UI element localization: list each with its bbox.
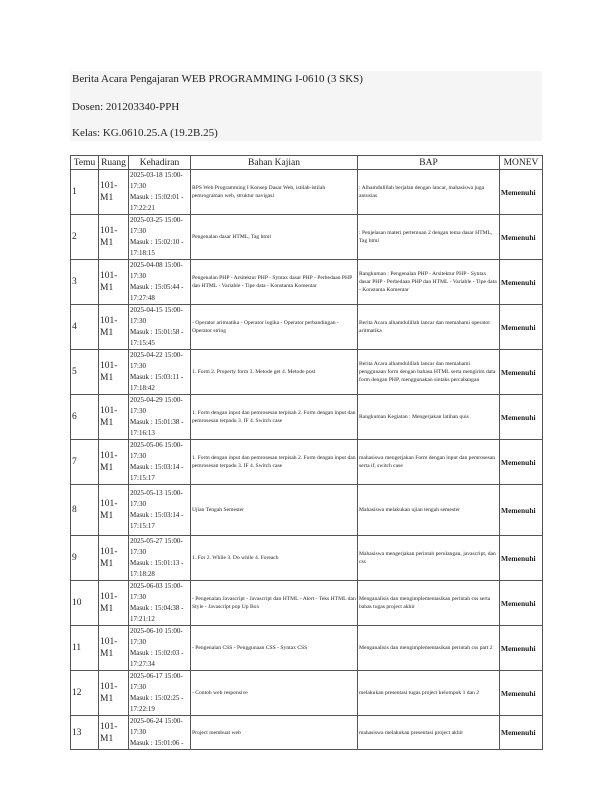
table-row [71, 536, 543, 581]
monev-cell: Memenuhi [500, 440, 543, 485]
class-line: Kelas: KG.0610.25.A (19.2B.25) [72, 127, 218, 139]
study-material-cell: - Pengenalan Javascript - Javascript dan HTML - Alert - Teks HTML dan Style - Javascript pop Up Box [191, 581, 358, 626]
table-header-row [71, 156, 543, 170]
schedule-text: 2025-05-27 15:00-17:30 [130, 537, 183, 556]
table-row [71, 671, 543, 716]
room-cell: 101-M1 [99, 260, 129, 305]
room-cell: 101-M1 [99, 395, 129, 440]
bap-cell: mahasiswa mengerjakan Form dengan input dan pemrosesan serta if, switch case [358, 440, 500, 485]
meeting-number-cell: 4 [71, 305, 99, 350]
attendance-cell [129, 440, 191, 485]
study-material-cell: 1. Form dengan input dan pemrosesan terpisah 2. Form dengan input dan pemrosesan terpadu 3. IF 4. Switch case [191, 440, 358, 485]
meeting-number-cell: 5 [71, 350, 99, 395]
bap-cell: Menganalisis dan mengimplementasikan perintah css part 2 [358, 626, 500, 671]
schedule-text: 2025-06-24 15:00-17:30 [130, 717, 183, 736]
table-row [71, 305, 543, 350]
document-header [70, 71, 542, 141]
monev-cell: Memenuhi [500, 170, 543, 215]
schedule-text: 2025-06-10 15:00-17:30 [130, 627, 183, 646]
attendance-cell [129, 581, 191, 626]
column-header-monev: MONEV [500, 156, 543, 170]
check-in-text: Masuk : 15:02:25 - 17:22:19 [130, 694, 184, 713]
bap-cell: : Alhamdulillah berjalan dengan lancar, mahasiswa juga antusias [358, 170, 500, 215]
meeting-number-cell: 1 [71, 170, 99, 215]
check-in-text: Masuk : 15:04:38 - 17:21:12 [130, 604, 184, 623]
room-cell: 101-M1 [99, 581, 129, 626]
table-row [71, 626, 543, 671]
schedule-text: 2025-04-15 15:00-17:30 [130, 306, 183, 325]
check-in-text: Masuk : 15:02:03 - 17:27:34 [130, 649, 184, 668]
bap-cell: Rangkuman : Pengenalan PHP - Arsitektur PHP - Syntax dasar PHP - Perbedaan PHP dan HTML - Variable - Tipe data - Konstanta Komentar [358, 260, 500, 305]
table-row [71, 395, 543, 440]
room-cell: 101-M1 [99, 170, 129, 215]
study-material-cell: - Pengenalan CSS - Penggunaan CSS - Syntax CSS [191, 626, 358, 671]
table-row [71, 716, 543, 750]
bap-cell: Mahasiswa mengerjakan perintah perulangan, javascript, dan css [358, 536, 500, 581]
attendance-cell [129, 626, 191, 671]
monev-cell: Memenuhi [500, 350, 543, 395]
attendance-cell [129, 305, 191, 350]
table-row [71, 440, 543, 485]
check-in-text: Masuk : 15:03:14 - 17:15:17 [130, 463, 184, 482]
check-in-text: Masuk : 15:03:14 - 17:15:17 [130, 511, 184, 530]
meeting-number-cell: 2 [71, 215, 99, 260]
study-material-cell: Project membuat web [191, 716, 358, 750]
table-row [71, 350, 543, 395]
check-in-text: Masuk : 15:01:38 - 17:16:13 [130, 418, 184, 437]
check-in-text: Masuk : 15:01:06 - [130, 739, 184, 747]
monev-cell: Memenuhi [500, 626, 543, 671]
table-row [71, 581, 543, 626]
monev-cell: Memenuhi [500, 536, 543, 581]
table-row [71, 215, 543, 260]
column-header-bap: BAP [358, 156, 500, 170]
meeting-number-cell: 3 [71, 260, 99, 305]
attendance-cell [129, 395, 191, 440]
study-material-cell: 1. Form dengan input dan pemrosesan terpisah 2. Form dengan input dan pemrosesan terpadu 3. IF 4. Switch case [191, 395, 358, 440]
room-cell: 101-M1 [99, 485, 129, 536]
study-material-cell: RPS Web Programming I Konsep Dasar Web, istilah-istilah pemrograman web, struktur navigasi [191, 170, 358, 215]
check-in-text: Masuk : 15:02:01 - 17:22:21 [130, 193, 184, 212]
room-cell: 101-M1 [99, 536, 129, 581]
attendance-cell [129, 716, 191, 750]
room-cell: 101-M1 [99, 305, 129, 350]
meeting-number-cell: 12 [71, 671, 99, 716]
monev-cell: Memenuhi [500, 581, 543, 626]
schedule-text: 2025-04-22 15:00-17:30 [130, 351, 183, 370]
attendance-cell [129, 671, 191, 716]
check-in-text: Masuk : 15:01:13 - 17:18:28 [130, 559, 184, 578]
attendance-cell [129, 215, 191, 260]
study-material-cell: - Contoh web responsive [191, 671, 358, 716]
meeting-number-cell: 9 [71, 536, 99, 581]
table-row [71, 170, 543, 215]
table-row [71, 485, 543, 536]
monev-cell: Memenuhi [500, 395, 543, 440]
attendance-cell [129, 485, 191, 536]
bap-cell: Menganalisis dan mengimplementasikan perintah css serta bahas tugas project akhir [358, 581, 500, 626]
check-in-text: Masuk : 15:01:58 - 17:15:45 [130, 328, 184, 347]
page-title: Berita Acara Pengajaran WEB PROGRAMMING I-0610 (3 SKS) [72, 73, 363, 85]
attendance-cell [129, 536, 191, 581]
room-cell: 101-M1 [99, 350, 129, 395]
monev-cell: Memenuhi [500, 215, 543, 260]
check-in-text: Masuk : 15:05:44 - 17:27:48 [130, 283, 184, 302]
schedule-text: 2025-04-08 15:00-17:30 [130, 261, 183, 280]
bap-cell: Rangkuman Kegiatan : Mengerjakan latihan quis [358, 395, 500, 440]
room-cell: 101-M1 [99, 671, 129, 716]
meeting-number-cell: 6 [71, 395, 99, 440]
monev-cell: Memenuhi [500, 485, 543, 536]
bap-cell: Mahasiswa melakukan ujian tengah semester [358, 485, 500, 536]
meeting-number-cell: 8 [71, 485, 99, 536]
room-cell: 101-M1 [99, 626, 129, 671]
attendance-cell [129, 350, 191, 395]
room-cell: 101-M1 [99, 716, 129, 750]
bap-cell: : Penjelasan materi pertemuan 2 dengan tema dasar HTML, Tag html [358, 215, 500, 260]
bap-cell: melakukan presentasi tugas project kelompok 1 dan 2 [358, 671, 500, 716]
bap-cell: mahasiswa melakukan presentasi project akhir [358, 716, 500, 750]
monev-cell: Memenuhi [500, 716, 543, 750]
monev-cell: Memenuhi [500, 305, 543, 350]
table-row [71, 260, 543, 305]
study-material-cell: 1. Form 2. Property form 3. Metode get 4. Metode post [191, 350, 358, 395]
check-in-text: Masuk : 15:03:11 - 17:18:42 [130, 373, 184, 392]
check-in-text: Masuk : 15:02:10 - 17:18:15 [130, 238, 184, 257]
study-material-cell: - Operator aritmatika - Operator logika - Operator perbandingan - Operator string [191, 305, 358, 350]
monev-cell: Memenuhi [500, 671, 543, 716]
bap-cell: Berita Acara alhamdulillah lancar dan memahami operator aritmatika [358, 305, 500, 350]
column-header-bahan-kajian: Bahan Kajian [191, 156, 358, 170]
column-header-temu: Temu [71, 156, 99, 170]
monev-cell: Memenuhi [500, 260, 543, 305]
bap-cell: Berita Acara alhamdulillah lancar dan memahami penggunaan form dengan bahasa HTML serta mengirim data form dengan PHP, menggunakan sintaks percabangan [358, 350, 500, 395]
study-material-cell: Pengenalan PHP - Arsitektur PHP - Syntax dasar PHP - Perbedaan PHP dan HTML - Variable - Tipe data - Konstanta Komentar [191, 260, 358, 305]
schedule-text: 2025-04-29 15:00-17:30 [130, 396, 183, 415]
lecturer-line: Dosen: 201203340-PPH [72, 101, 180, 113]
schedule-text: 2025-05-06 15:00-17:30 [130, 441, 183, 460]
meeting-number-cell: 10 [71, 581, 99, 626]
attendance-cell [129, 170, 191, 215]
attendance-cell [129, 260, 191, 305]
meeting-number-cell: 7 [71, 440, 99, 485]
teaching-record-table [70, 155, 543, 750]
schedule-text: 2025-03-18 15:00-17:30 [130, 171, 183, 190]
meeting-number-cell: 11 [71, 626, 99, 671]
meeting-number-cell: 13 [71, 716, 99, 750]
room-cell: 101-M1 [99, 440, 129, 485]
study-material-cell: 1. For 2. While 3. Do while 4. Foreach [191, 536, 358, 581]
room-cell: 101-M1 [99, 215, 129, 260]
column-header-ruang: Ruang [99, 156, 129, 170]
schedule-text: 2025-03-25 15:00-17:30 [130, 216, 183, 235]
column-header-kehadiran: Kehadiran [129, 156, 191, 170]
schedule-text: 2025-06-17 15:00-17:30 [130, 672, 183, 691]
table-body [71, 170, 543, 750]
study-material-cell: Pengenalan dasar HTML, Tag html [191, 215, 358, 260]
study-material-cell: Ujian Tengah Semester [191, 485, 358, 536]
schedule-text: 2025-06-03 15:00-17:30 [130, 582, 183, 601]
schedule-text: 2025-05-13 15:00-17:30 [130, 489, 183, 508]
